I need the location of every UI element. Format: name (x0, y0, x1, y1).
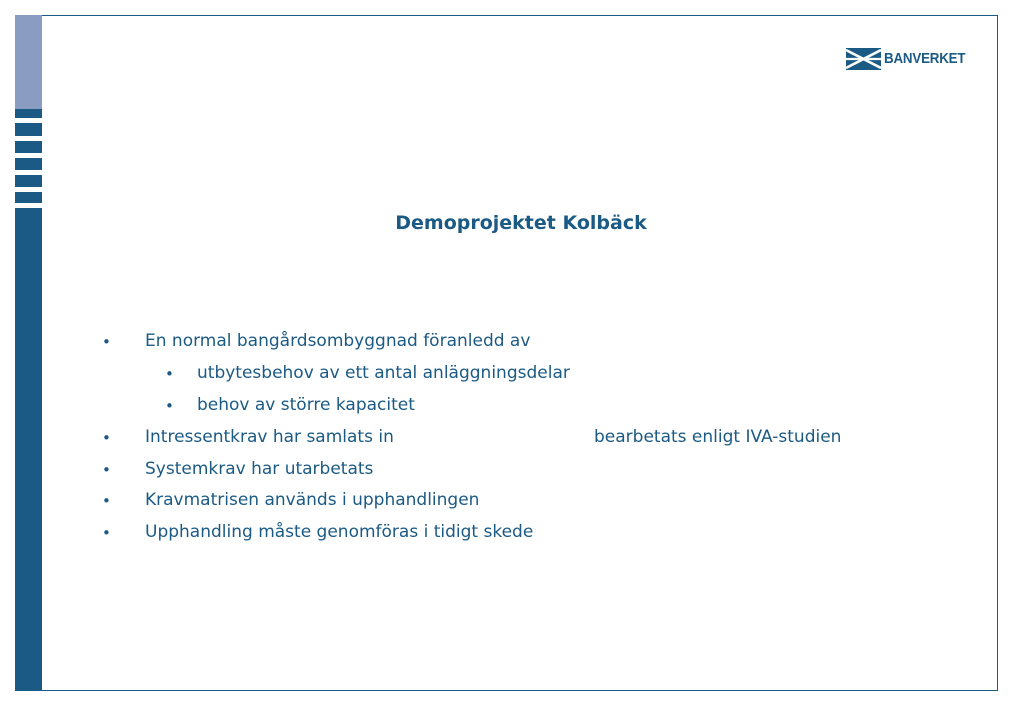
bullet-icon: • (102, 492, 111, 510)
bullet-item: Upphandling måste genomföras i tidigt skede (145, 522, 534, 542)
bullet-item: Kravmatrisen används i upphandlingen (145, 490, 480, 510)
sub-bullet-item: behov av större kapacitet (197, 395, 415, 415)
bullet-item: En normal bangårdsombyggnad föranledd av (145, 331, 531, 351)
sub-bullet-item: utbytesbehov av ett antal anläggningsdelar (197, 363, 570, 383)
logo-text: BANVERKET (884, 50, 966, 67)
sub-bullet-icon: • (165, 397, 174, 415)
bullet-icon: • (102, 333, 111, 351)
bullet-icon: • (102, 461, 111, 479)
bullet-item: Intressentkrav har samlats in (145, 427, 394, 447)
bullet-item: Systemkrav har utarbetats (145, 459, 374, 479)
sub-bullet-icon: • (165, 365, 174, 383)
slide-title: Demoprojektet Kolbäck (395, 212, 647, 234)
bullet-item-continuation: bearbetats enligt IVA-studien (594, 427, 842, 447)
bullet-icon: • (102, 524, 111, 542)
bullet-icon: • (102, 429, 111, 447)
